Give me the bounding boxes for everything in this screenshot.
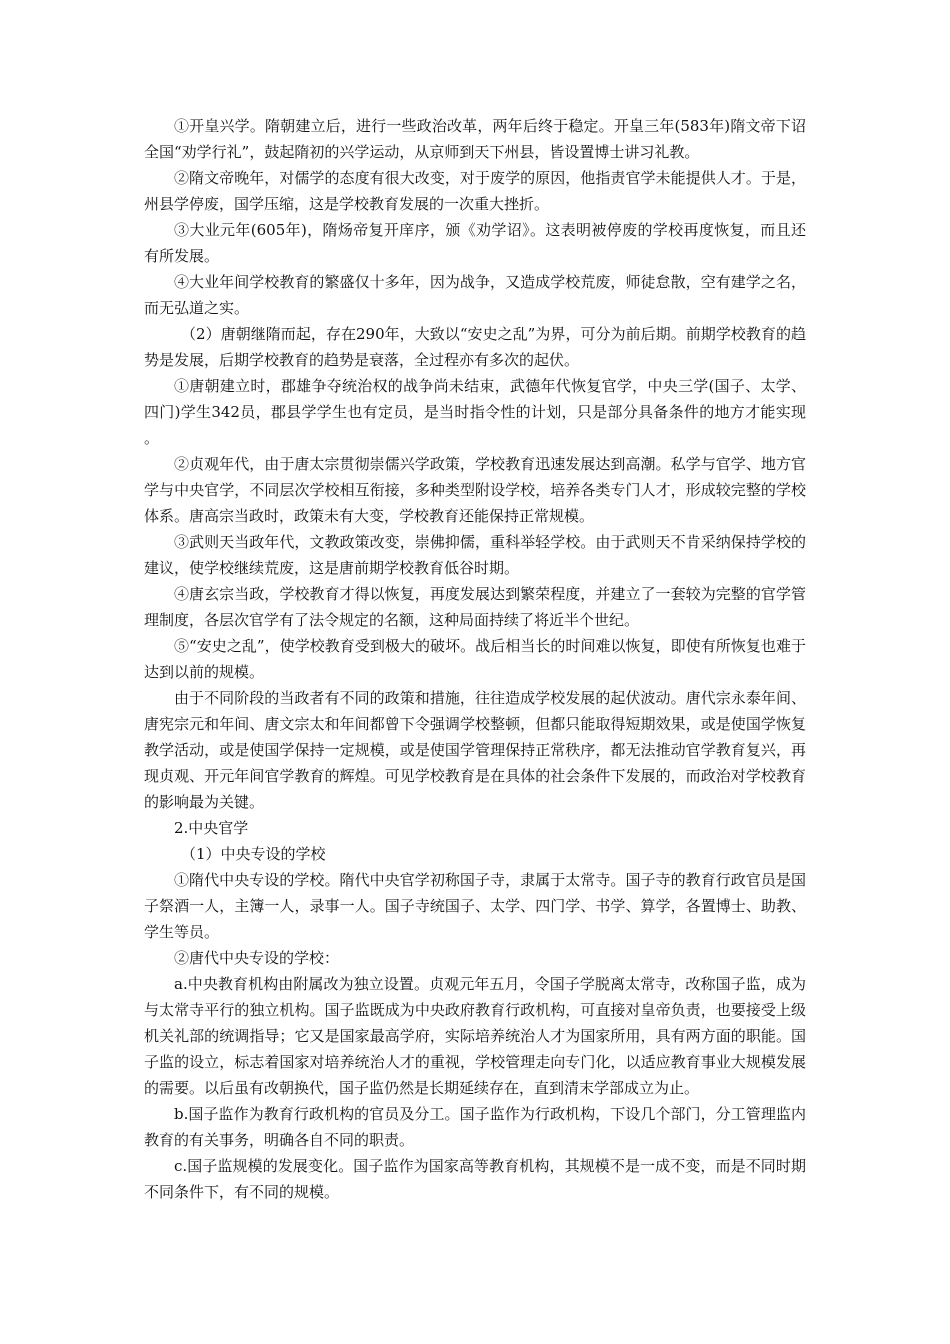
paragraph-wu-zetian: ③武则天当政年代，文教政策改变，崇佛抑儒，重科举轻学校。由于武则天不肯采纳保持学校的建议，使学校继续荒废，这是唐前期学校教育低谷时期。	[144, 533, 806, 577]
paragraph-item-b: b.国子监作为教育行政机构的官员及分工。国子监作为行政机构，下设几个部门，分工管理监内教育的有关事务，明确各自不同的职责。	[144, 1105, 806, 1149]
document-page	[144, 113, 806, 1205]
paragraph-item-c: c.国子监规模的发展变化。国子监作为国家高等教育机构，其规模不是一成不变，而是不同时期不同条件下，有不同的规模。	[144, 1157, 806, 1201]
paragraph-daye-yuannian: ③大业元年(605年)，隋炀帝复开庠序，颁《劝学诏》。这表明被停废的学校再度恢复，而且还有所发展。	[144, 221, 806, 265]
paragraph-anshi-rebellion: ⑤“安史之乱”，使学校教育受到极大的破坏。战后相当长的时间难以恢复，即使有所恢复也难于达到以前的规模。	[144, 637, 806, 681]
subsection-heading-central-specialized: （1）中央专设的学校	[181, 845, 326, 863]
paragraph-tang-founding: ①唐朝建立时，郡雄争夺统治权的战争尚未结束，武德年代恢复官学，中央三学(国子、太学、四门)学生342员，郡县学学生也有定员，是当时指令性的计划，只是部分具备条件的地方才能实现。	[144, 377, 806, 447]
paragraph-sui-central: ①隋代中央专设的学校。隋代中央官学初称国子寺，隶属于太常寺。国子寺的教育行政官员是国子祭酒一人，主簿一人，录事一人。国子寺统国子、太学、四门学、书学、算学，各置博士、助教、学生等员。	[144, 871, 806, 941]
paragraph-sui-wendi-late: ②隋文帝晚年，对儒学的态度有很大改变，对于废学的原因，他指责官学未能提供人才。于是，州县学停废，国学压缩，这是学校教育发展的一次重大挫折。	[144, 169, 806, 213]
paragraph-zhenguan: ②贞观年代，由于唐太宗贯彻崇儒兴学政策，学校教育迅速发展达到高潮。私学与官学、地方官学与中央官学，不同层次学校相互衔接，多种类型附设学校，培养各类专门人才，形成较完整的学校体系。唐高宗当政时，政策未有大变，学校教育还能保持正常规模。	[144, 455, 806, 525]
paragraph-tang-xuanzong: ④唐玄宗当政，学校教育才得以恢复，再度发展达到繁荣程度，并建立了一套较为完整的官学管理制度，各层次官学有了法令规定的名额，这种局面持续了将近半个世纪。	[144, 585, 806, 629]
paragraph-kaihuang-xingxue: ①开皇兴学。隋朝建立后，进行一些政治改革，两年后终于稳定。开皇三年(583年)隋文帝下诏全国“劝学行礼”，鼓起隋初的兴学运动，从京师到天下州县，皆设置博士讲习礼教。	[144, 117, 806, 161]
paragraph-tang-overview: （2）唐朝继隋而起，存在290年，大致以“安史之乱”为界，可分为前后期。前期学校教育的趋势是发展，后期学校教育的趋势是衰落，全过程亦有多次的起伏。	[144, 325, 806, 369]
paragraph-item-a: a.中央教育机构由附属改为独立设置。贞观元年五月，令国子学脱离太常寺，改称国子监，成为与太常寺平行的独立机构。国子监既成为中央政府教育行政机构，可直接对皇帝负责，也要接受上级机关礼部的统调指导；它又是国家最高学府，实际培养统治人才为国家所用，具有两方面的职能。国子监的设立，标志着国家对培养统治人才的重视，学校管理走向专门化，以适应教育事业大规模发展的需要。以后虽有改朝换代，国子监仍然是长期延续存在，直到清末学部成立为止。	[144, 975, 806, 1097]
section-heading-central-schools: 2.中央官学	[174, 819, 249, 837]
paragraph-summary: 由于不同阶段的当政者有不同的政策和措施，往往造成学校发展的起伏波动。唐代宗永泰年间、唐宪宗元和年间、唐文宗太和年间都曾下令强调学校整顿，但都只能取得短期效果，或是使国学恢复教学活动，或是使国学保持一定规模，或是使国学管理保持正常秩序，都无法推动官学教育复兴，再现贞观、开元年间官学教育的辉煌。可见学校教育是在具体的社会条件下发展的，而政治对学校教育的影响最为关键。	[144, 689, 806, 811]
paragraph-tang-central-heading: ②唐代中央专设的学校：	[174, 949, 340, 967]
paragraph-daye-years: ④大业年间学校教育的繁盛仅十多年，因为战争，又造成学校荒废，师徒怠散，空有建学之名，而无弘道之实。	[144, 273, 806, 317]
